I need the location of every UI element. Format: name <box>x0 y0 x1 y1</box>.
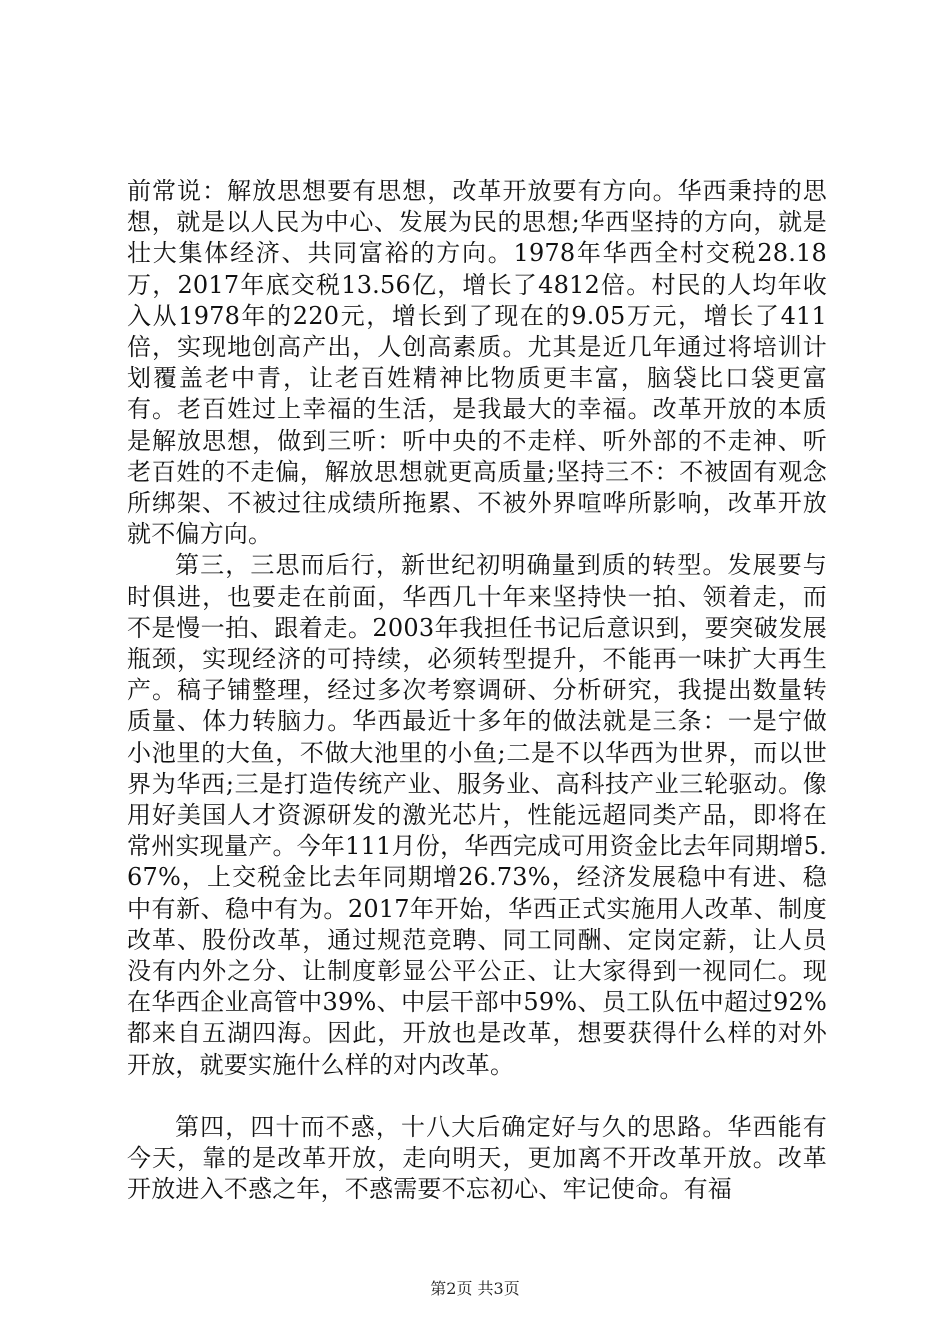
paragraph-fourth-point: 第四，四十而不惑，十八大后确定好与久的思路。华西能有今天，靠的是改革开放，走向明天，更加离不开改革开放。改革开放进入不惑之年，不惑需要不忘初心、牢记使命。有福 <box>127 1112 827 1204</box>
paragraph-third-point: 第三，三思而后行，新世纪初明确量到质的转型。发展要与时俱进，也要走在前面，华西几十年来坚持快一拍、领着走，而不是慢一拍、跟着走。2003年我担任书记后意识到，要突破发展瓶颈，实现经济的可持续，必须转型提升，不能再一味扩大再生产。稿子铺整理，经过多次考察调研、分析研究，我提出数量转质量、体力转脑力。华西最近十多年的做法就是三条：一是宁做小池里的大鱼，不做大池里的小鱼;二是不以华西为世界，而以世界为华西;三是打造传统产业、服务业、高科技产业三轮驱动。像用好美国人才资源研发的激光芯片，性能远超同类产品，即将在常州实现量产。今年111月份，华西完成可用资金比去年同期增5.67%，上交税金比去年同期增26.73%，经济发展稳中有进、稳中有新、稳中有为。2017年开始，华西正式实施用人改革、制度改革、股份改革，通过规范竞聘、同工同酬、定岗定薪，让人员没有内外之分、让制度彰显公平公正、让大家得到一视同仁。现在华西企业高管中39%、中层干部中59%、员工队伍中超过92%都来自五湖四海。因此，开放也是改革，想要获得什么样的对外开放，就要实施什么样的对内改革。 <box>127 551 827 1079</box>
page-footer: 第2页 共3页 <box>430 1279 520 1298</box>
document-body <box>127 176 827 1206</box>
paragraph-continued: 前常说：解放思想要有思想，改革开放要有方向。华西秉持的思想，就是以人民为中心、发展为民的思想;华西坚持的方向，就是壮大集体经济、共同富裕的方向。1978年华西全村交税28.18万，2017年底交税13.56亿，增长了4812倍。村民的人均年收入从1978年的220元，增长到了现在的9.05万元，增长了411倍，实现地创高产出，人创高素质。尤其是近几年通过将培训计划覆盖老中青，让老百姓精神比物质更丰富，脑袋比口袋更富有。老百姓过上幸福的生活，是我最大的幸福。改革开放的本质是解放思想，做到三听：听中央的不走样、听外部的不走神、听老百姓的不走偏，解放思想就更高质量;坚持三不：不被固有观念所绑架、不被过往成绩所拖累、不被外界喧哗所影响，改革开放就不偏方向。 <box>127 177 827 549</box>
